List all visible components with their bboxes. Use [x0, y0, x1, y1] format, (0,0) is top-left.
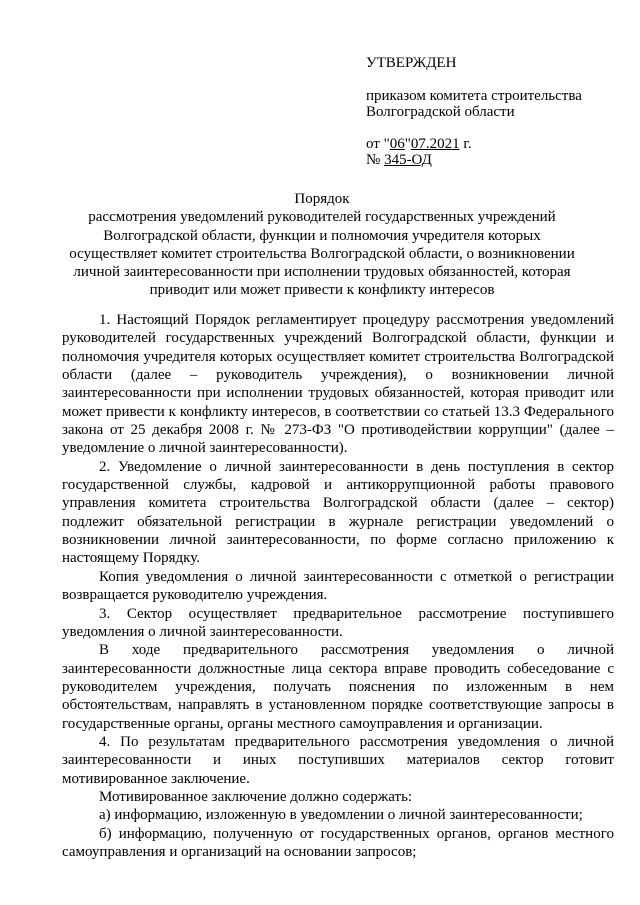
approval-stamp: [366, 55, 616, 169]
paragraph: 1. Настоящий Порядок регламентирует процедуру рассмотрения уведомлений руководителей государственных учреждений Волгоградской области, функции и полномочия учредителя которых осуществляет комитет строительства Волгоградской области (далее – руководитель учреждения), о возникновении личной заинтересованности при исполнении трудовых обязанностей, которая приводит или может привести к конфликту интересов, в соответствии со статьей 13.3 Федерального закона от 25 декабря 2008 г. № 273-ФЗ "О противодействии коррупции" (далее – уведомление о личной заинтересованности).: [62, 312, 614, 457]
order-number: 345-ОД: [384, 152, 432, 168]
heading-line: Волгоградской области, функции и полномочия учредителя которых: [103, 227, 541, 244]
approval-order-line2: Волгоградской области: [366, 104, 515, 120]
approval-date: [366, 136, 616, 153]
paragraph: а) информацию, изложенную в уведомлении о личной заинтересованности;: [99, 807, 583, 824]
paragraph: Мотивированное заключение должно содержать:: [99, 788, 413, 805]
paragraph: В ходе предварительного рассмотрения уведомления о личной заинтересованности должностные лица сектора вправе проводить собеседование с руководителем учреждения, получать пояснения по изложенным в нем обстоятельствам, направлять в установленном порядке соответствующие запросы в государственные органы, органы местного самоуправления и организации.: [62, 642, 614, 732]
date-day: 06: [389, 135, 405, 152]
heading-line: личной заинтересованности при исполнении трудовых обязанностей, которая: [73, 264, 571, 281]
date-prefix: от ": [366, 135, 390, 152]
heading-line: приводит или может привести к конфликту интересов: [149, 282, 495, 299]
paragraph: 4. По результатам предварительного рассмотрения уведомления о личной заинтересованности и иных поступивших материалов сектор готовит мотивированное заключение.: [62, 733, 614, 787]
date-quote: ": [404, 135, 411, 152]
approval-order-line1: приказом комитета строительства: [366, 87, 582, 104]
paragraph: 2. Уведомление о личной заинтересованности в день поступления в сектор государственной службы, кадровой и антикоррупционной работы правового управления комитета строительства Волгоградской области (далее – сектор) подлежит обязательной регистрации в журнале регистрации уведомлений о возникновении личной заинтересованности, по форме согласно приложению к настоящему Порядку.: [62, 458, 614, 567]
approval-number: [366, 152, 616, 169]
heading-line: рассмотрения уведомлений руководителей государственных учреждений: [88, 209, 556, 226]
paragraph: б) информацию, полученную от государственных органов, органов местного самоуправления и организаций на основании запросов;: [62, 825, 614, 860]
date-month-year: 07.2021: [410, 135, 460, 152]
paragraph: Копия уведомления о личной заинтересованности с отметкой о регистрации возвращается руководителю учреждения.: [62, 568, 614, 604]
document-heading: [62, 190, 582, 300]
approval-title: УТВЕРЖДЕН: [366, 55, 457, 71]
approval-order: [366, 88, 616, 121]
document-body: [62, 311, 614, 861]
paragraph: 3. Сектор осуществляет предварительное рассмотрение поступившего уведомления о личной заинтересованности.: [62, 605, 614, 640]
number-prefix: №: [366, 152, 385, 168]
heading-line: осуществляет комитет строительства Волгоградской области, о возникновении: [69, 245, 575, 262]
date-suffix: г.: [459, 135, 472, 152]
heading-title: Порядок: [294, 191, 350, 207]
